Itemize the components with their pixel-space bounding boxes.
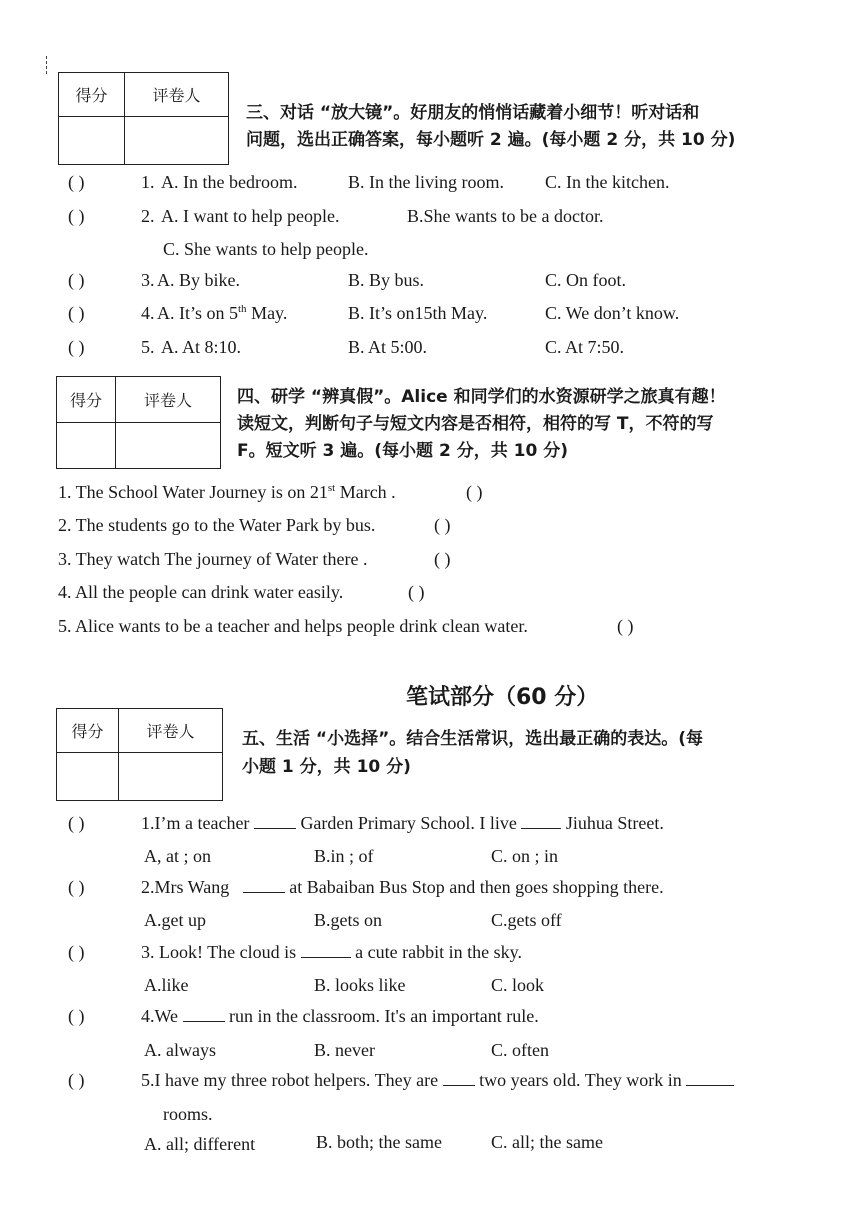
answer-paren[interactable]: ( )	[434, 515, 451, 535]
question-stem: 1.I’m a teacher Garden Primary School. I live Jiuhua Street.	[141, 813, 664, 833]
option-b: B. In the living room.	[348, 172, 504, 192]
statement-5: 5. Alice wants to be a teacher and helps people drink clean water.	[58, 616, 528, 636]
answer-paren[interactable]: ( )	[68, 1006, 85, 1026]
option-a: A, at ; on	[144, 846, 211, 866]
option-b: B.gets on	[314, 910, 383, 930]
option-c: C. In the kitchen.	[545, 172, 670, 192]
question-stem: 4.We run in the classroom. It's an important rule.	[141, 1006, 539, 1026]
option-b: B. never	[314, 1040, 375, 1060]
question-number: 4.	[141, 303, 155, 323]
grader-label: 评卷人	[125, 73, 229, 117]
option-c: C. On foot.	[545, 270, 626, 290]
option-c: C. At 7:50.	[545, 337, 625, 357]
score-label: 得分	[59, 73, 125, 117]
option-c: C. We don’t know.	[545, 303, 680, 323]
answer-paren[interactable]: ( )	[68, 942, 85, 962]
score-cell[interactable]	[59, 117, 125, 165]
option-a: A. I want to help people.	[161, 206, 340, 226]
answer-paren[interactable]: ( )	[466, 482, 483, 502]
option-c: C. all; the same	[491, 1132, 603, 1152]
score-label: 得分	[57, 709, 119, 753]
answer-paren[interactable]: ( )	[68, 206, 85, 226]
option-a: A.like	[144, 975, 189, 995]
option-a: A.get up	[144, 910, 206, 930]
option-c: C. often	[491, 1040, 549, 1060]
question-number: 5.	[141, 337, 155, 357]
option-c: C. She wants to help people.	[163, 239, 369, 259]
grader-label: 评卷人	[119, 709, 223, 753]
answer-paren[interactable]: ( )	[68, 303, 85, 323]
statement-1: 1. The School Water Journey is on 21st March .	[58, 482, 396, 502]
answer-paren[interactable]: ( )	[408, 582, 425, 602]
score-box-section3	[58, 72, 229, 165]
answer-paren[interactable]: ( )	[434, 549, 451, 569]
answer-paren[interactable]: ( )	[617, 616, 634, 636]
section5-title-line1: 五、生活 “小选择”。结合生活常识，选出最正确的表达。(每	[242, 729, 704, 749]
score-label: 得分	[57, 377, 116, 423]
margin-mark	[46, 56, 48, 74]
option-a: A. By bike.	[157, 270, 240, 290]
statement-2: 2. The students go to the Water Park by bus.	[58, 515, 376, 535]
question-number: 1.	[141, 172, 155, 192]
question-stem-line2: rooms.	[163, 1104, 213, 1124]
question-stem: 3. Look! The cloud is a cute rabbit in the sky.	[141, 942, 522, 962]
option-b: B. looks like	[314, 975, 406, 995]
grader-cell[interactable]	[119, 753, 223, 801]
option-c: C. look	[491, 975, 545, 995]
answer-paren[interactable]: ( )	[68, 270, 85, 290]
score-box-section4	[56, 376, 221, 469]
answer-paren[interactable]: ( )	[68, 877, 85, 897]
question-number: 3.	[141, 270, 155, 290]
answer-paren[interactable]: ( )	[68, 172, 85, 192]
grader-label: 评卷人	[116, 377, 221, 423]
option-a: A. It’s on 5th May.	[157, 303, 288, 323]
answer-paren[interactable]: ( )	[68, 1070, 85, 1090]
written-part-title: 笔试部分（60 分）	[406, 685, 599, 710]
option-a: A. all; different	[144, 1134, 256, 1154]
question-stem: 5.I have my three robot helpers. They are two years old. They work in	[141, 1070, 734, 1091]
option-c: C.gets off	[491, 910, 562, 930]
option-b: B. both; the same	[316, 1132, 442, 1152]
score-cell[interactable]	[57, 753, 119, 801]
option-b: B. It’s on15th May.	[348, 303, 488, 323]
grader-cell[interactable]	[125, 117, 229, 165]
section5-title-line2: 小题 1 分，共 10 分)	[242, 757, 411, 777]
section4-title-line2: 读短文，判断句子与短文内容是否相符，相符的写 T，不符的写	[237, 414, 714, 434]
statement-3: 3. They watch The journey of Water there .	[58, 549, 368, 569]
answer-paren[interactable]: ( )	[68, 813, 85, 833]
option-b: B. At 5:00.	[348, 337, 428, 357]
section3-title-line2: 问题，选出正确答案，每小题听 2 遍。(每小题 2 分，共 10 分)	[246, 130, 736, 150]
section4-title-line1: 四、研学 “辨真假”。Alice 和同学们的水资源研学之旅真有趣！	[237, 387, 726, 407]
option-b: B.in ; of	[314, 846, 374, 866]
option-a: A. always	[144, 1040, 216, 1060]
score-box-section5	[56, 708, 223, 801]
question-number: 2.	[141, 206, 155, 226]
statement-4: 4. All the people can drink water easily.	[58, 582, 344, 602]
score-cell[interactable]	[57, 423, 116, 469]
option-b: B.She wants to be a doctor.	[407, 206, 604, 226]
option-a: A. In the bedroom.	[161, 172, 298, 192]
question-stem: 2.Mrs Wang at Babaiban Bus Stop and then goes shopping there.	[141, 877, 664, 897]
section3-title-line1: 三、对话 “放大镜”。好朋友的悄悄话藏着小细节！听对话和	[246, 103, 700, 123]
section4-title-line3: F。短文听 3 遍。(每小题 2 分，共 10 分)	[237, 441, 568, 461]
grader-cell[interactable]	[116, 423, 221, 469]
option-a: A. At 8:10.	[161, 337, 242, 357]
option-c: C. on ; in	[491, 846, 559, 866]
answer-paren[interactable]: ( )	[68, 337, 85, 357]
option-b: B. By bus.	[348, 270, 425, 290]
